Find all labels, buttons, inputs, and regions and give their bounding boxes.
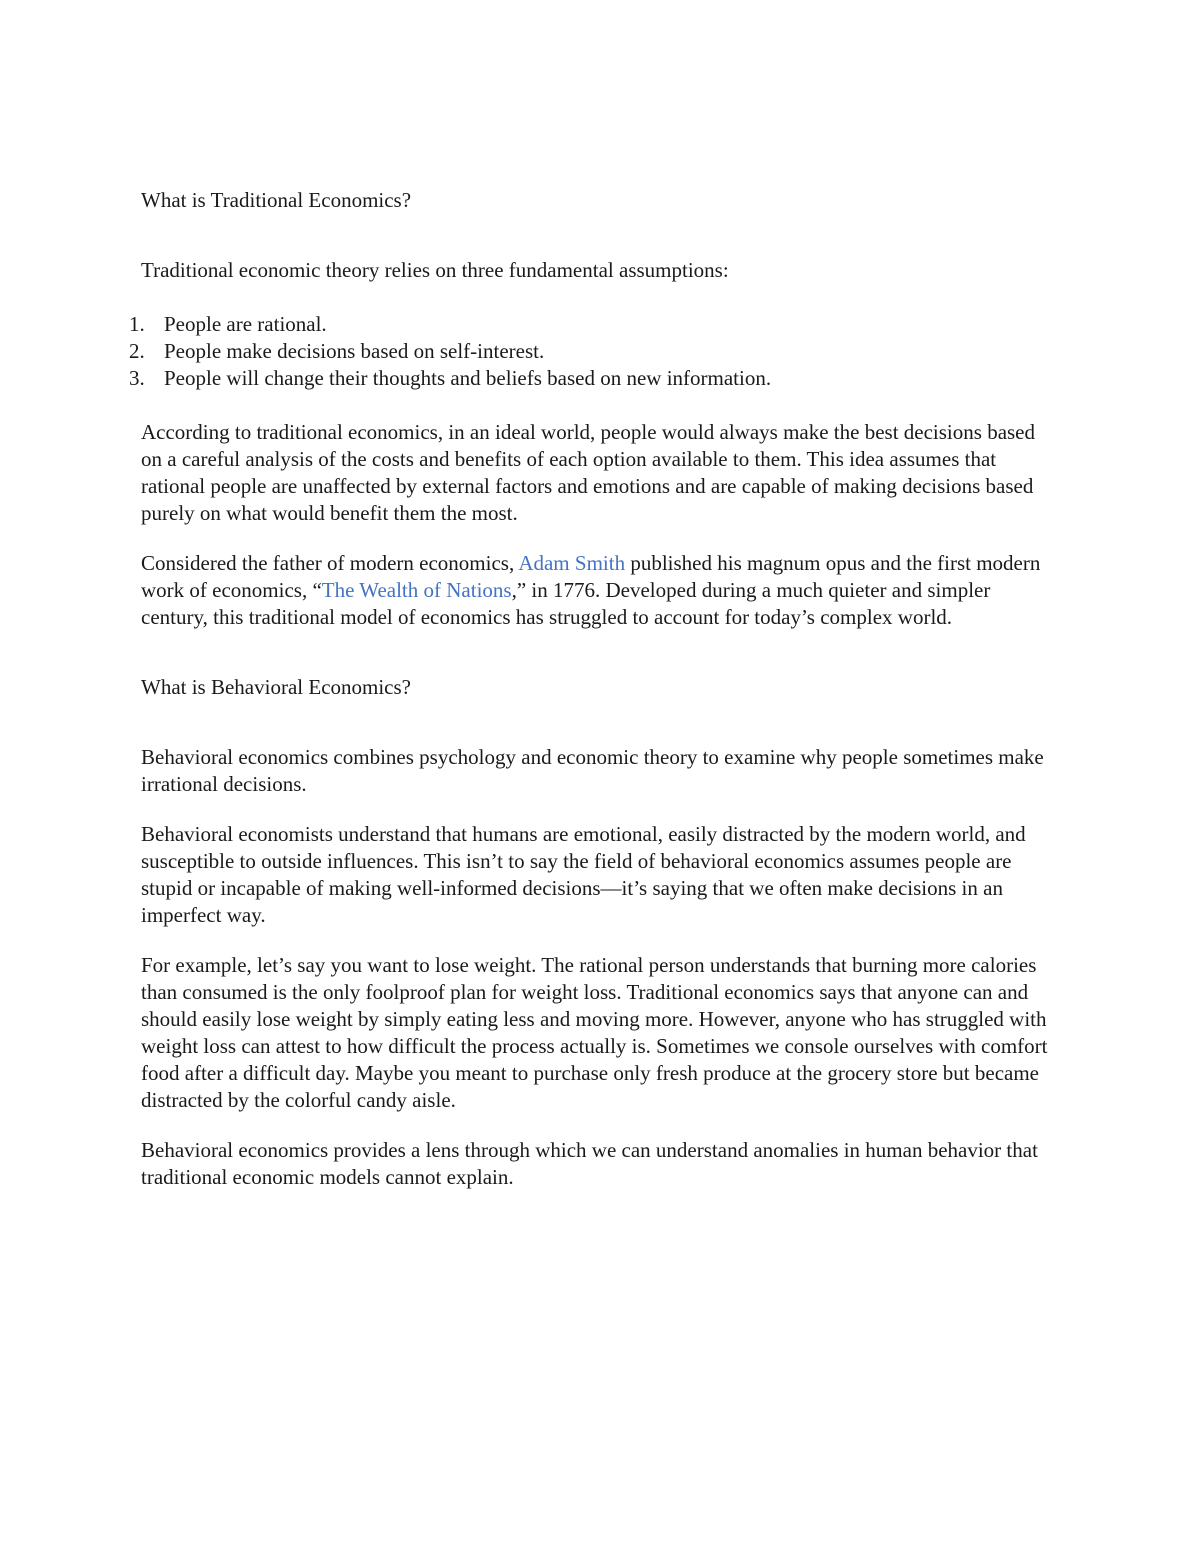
heading-behavioral-economics: What is Behavioral Economics? [141, 675, 411, 699]
wealth-of-nations-link[interactable]: The Wealth of Nations [321, 578, 512, 602]
text-segment: published his magnum opus and the first modern work of economics, “ [141, 551, 1041, 602]
heading-traditional-economics: What is Traditional Economics? [141, 188, 412, 212]
paragraph-combines: Behavioral economics combines psychology and economic theory to examine why people sometimes make irrational decisions. [141, 745, 1044, 796]
adam-smith-link[interactable]: Adam Smith [518, 551, 626, 575]
list-number: 2. [129, 339, 145, 363]
text-segment: Considered the father of modern economics, [141, 551, 519, 575]
paragraph-example: For example, let’s say you want to lose weight. The rational person understands that burning more calories than consumed is the only foolproof plan for weight loss. Traditional economics says that anyone can and should easily lose weight by simply eating less and moving more. However, anyone who has struggled with weight loss can attest to how difficult the process actually is. Sometimes we console ourselves with comfort food after a difficult day. Maybe you meant to purchase only fresh produce at the grocery store but became distracted by the colorful candy aisle. [141, 953, 1048, 1112]
text-segment: ,” in 1776. Developed during a much quieter and simpler century, this traditional model of economics has struggled to account for today’s complex world. [141, 578, 991, 629]
list-item [129, 365, 1061, 392]
paragraph-ideal-world: According to traditional economics, in an ideal world, people would always make the best decisions based on a careful analysis of the costs and benefits of each option available to them. This idea assumes that rational people are unaffected by external factors and emotions and are capable of making decisions based purely on what would benefit them the most. [141, 420, 1036, 525]
list-item [129, 311, 1061, 338]
list-item [129, 338, 1061, 365]
list-item-text: People are rational. [164, 312, 327, 336]
list-number: 1. [129, 312, 145, 336]
list-number: 3. [129, 366, 145, 390]
paragraph-adam-smith [141, 550, 1061, 631]
assumptions-intro: Traditional economic theory relies on three fundamental assumptions: [141, 258, 729, 282]
assumptions-list [129, 311, 1061, 392]
list-item-text: People will change their thoughts and beliefs based on new information. [164, 366, 772, 390]
document-body [129, 187, 1061, 1191]
paragraph-lens: Behavioral economics provides a lens through which we can understand anomalies in human behavior that traditional economic models cannot explain. [141, 1138, 1038, 1189]
list-item-text: People make decisions based on self-interest. [164, 339, 545, 363]
paragraph-emotional: Behavioral economists understand that humans are emotional, easily distracted by the modern world, and susceptible to outside influences. This isn’t to say the field of behavioral economics assumes people are stupid or incapable of making well-informed decisions—it’s saying that we often make decisions in an imperfect way. [141, 822, 1026, 927]
